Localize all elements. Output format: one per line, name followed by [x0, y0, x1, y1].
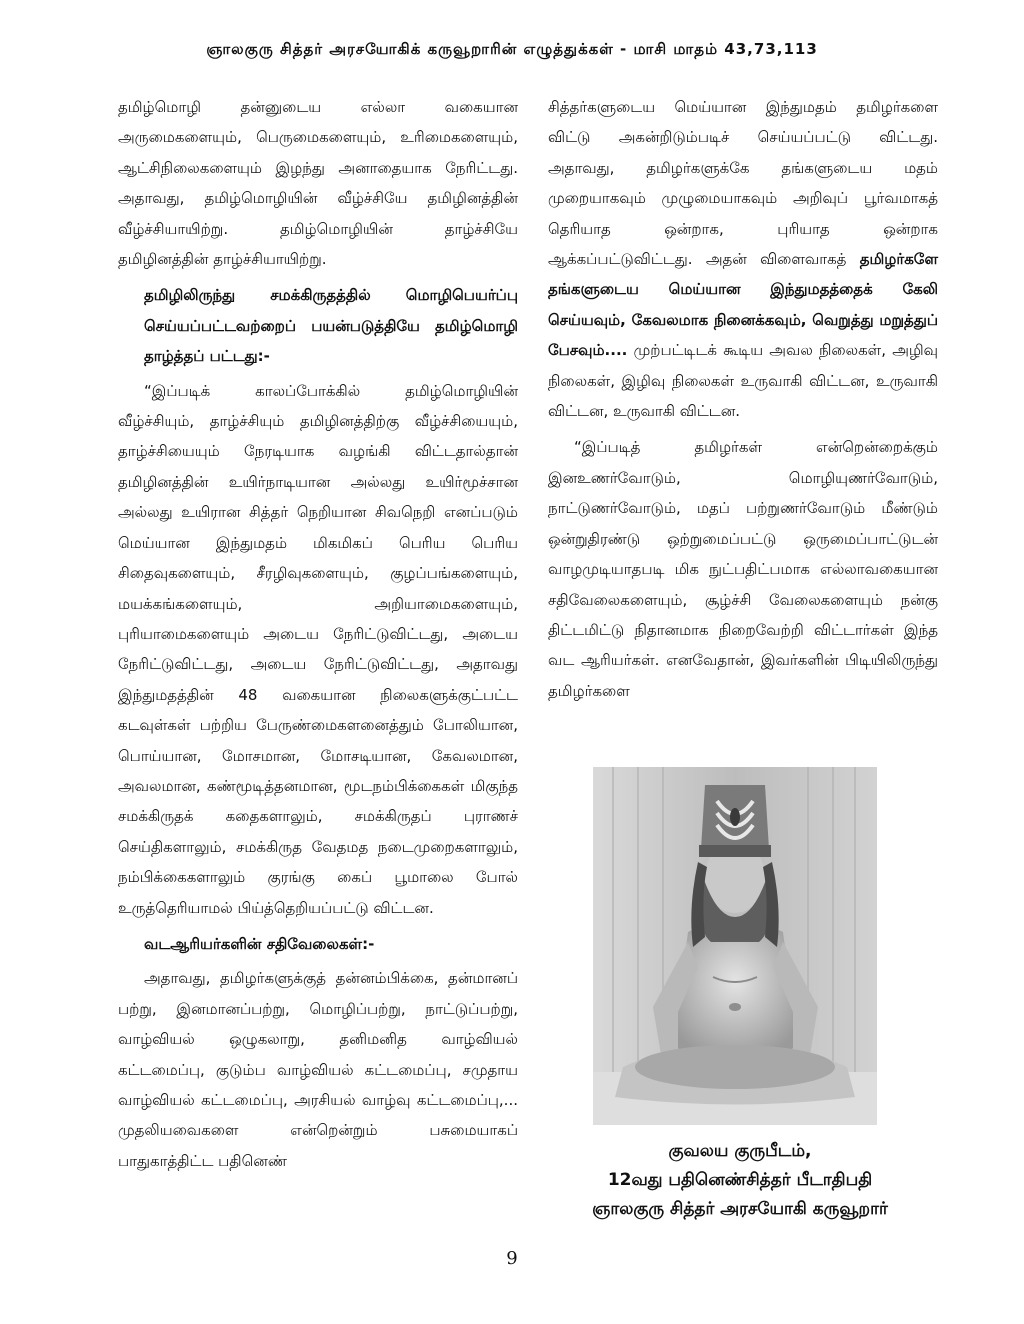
caption-line-2: 12வது பதினெண்சித்தர் பீடாதிபதி — [607, 1170, 873, 1190]
left-paragraph-3: அதாவது, தமிழர்களுக்குத் தன்னம்பிக்கை, தன்மானப் பற்று, இனமானப்பற்று, மொழிப்பற்று, நாட்டுப்பற்று, வாழ்வியல் ஒழுகலாறு, தனிமனித வாழ்வியல் கட்டமைப்பு, குடும்ப வாழ்வியல் கட்டமைப்பு, சமுதாய வாழ்வியல் கட்டமைப்பு, அரசியல் வாழ்வு கட்டமைப்பு,... முதலியவைகளை என்றென்றும் பசுமையாகப் பாதுகாத்திட்ட பதினெண் — [118, 969, 518, 1170]
caption-line-3: ஞாலகுரு சித்தர் அரசயோகி கருவூறார் — [592, 1199, 888, 1219]
guru-photo — [593, 767, 877, 1125]
right-paragraph-1-end: முற்பட்டிடக் கூடிய அவல நிலைகள், அழிவு நிலைகள், இழிவு நிலைகள் உருவாகி விட்டன, உருவாகி விட்டன, உருவாகி விட்டன. — [548, 341, 938, 421]
right-column — [548, 92, 938, 712]
left-paragraph-2: “இப்படிக் காலப்போக்கில் தமிழ்மொழியின் வீழ்ச்சியும், தாழ்ச்சியும் தமிழினத்திற்கு வீழ்ச்சியையும், தாழ்ச்சியையும் நேரடியாக வழங்கி விட்டதால்தான் தமிழினத்தின் உயிர்நாடியான அல்லது உயிர்மூச்சான அல்லது உயிரான சித்தர் நெறியான சிவநெறி எனப்படும் மெய்யான இந்துமதம் மிகமிகப் பெரிய பெரிய சிதைவுகளையும், சீரழிவுகளையும், குழப்பங்களையும், மயக்கங்களையும், அறியாமைகளையும், புரியாமைகளையும் அடைய நேரிட்டுவிட்டது, அடைய நேரிட்டுவிட்டது, அடைய நேரிட்டுவிட்டது, அதாவது இந்துமதத்தின் 48 வகையான நிலைகளுக்குட்பட்ட கடவுள்கள் பற்றிய பேருண்மைகளனைத்தும் போலியான, பொய்யான, மோசமான, மோசடியான, கேவலமான, அவலமான, கண்மூடித்தனமான, மூடநம்பிக்கைகள் மிகுந்த சமக்கிருதக் கதைகளாலும், சமக்கிருதப் புராணச் செய்திகளாலும், சமக்கிருத வேதமத நடைமுறைகளாலும், நம்பிக்கைகளாலும் குரங்கு கைப் பூமாலை போல் உருத்தெரியாமல் பிய்த்தெறியப்பட்டு விட்டன. — [118, 381, 518, 917]
right-paragraph-1-bold: தமிழர்களே தங்களுடைய மெய்யான இந்துமதத்தைக் கேலி செய்யவும், கேவலமாக நினைக்கவும், வெறுத்து மறுத்துப் பேசவும்.... — [548, 250, 938, 360]
guru-photo-illustration — [593, 767, 877, 1125]
page-header: ஞாலகுரு சித்தர் அரசயோகிக் கருவூறாரின் எழுத்துக்கள் - மாசி மாதம் 43,73,113 — [206, 40, 818, 58]
photo-caption — [540, 1137, 940, 1224]
right-paragraph-2: “இப்படித் தமிழர்கள் என்றென்றைக்கும் இனஉணர்வோடும், மொழியுணர்வோடும், நாட்டுணர்வோடும், மதப் பற்றுணர்வோடும் மீண்டும் ஒன்றுதிரண்டு ஒற்றுமைப்பட்டு ஒருமைப்பாட்டுடன் வாழமுடியாதபடி மிக நுட்பதிட்பமாக எல்லாவகையான சதிவேலைகளையும், சூழ்ச்சி வேலைகளையும் நன்கு திட்டமிட்டு நிதானமாக நிறைவேற்றி விட்டார்கள் இந்த வட ஆரியர்கள். எனவேதான், இவர்களின் பிடியிலிருந்து தமிழர்களை — [548, 438, 938, 700]
left-column — [118, 92, 518, 1182]
left-paragraph-1: தமிழ்மொழி தன்னுடைய எல்லா வகையான அருமைகளையும், பெருமைகளையும், உரிமைகளையும், ஆட்சிநிலைகளையும் இழந்து அனாதையாக நேரிட்டது. அதாவது, தமிழ்மொழியின் வீழ்ச்சியே தமிழினத்தின் வீழ்ச்சியாயிற்று. தமிழ்மொழியின் தாழ்ச்சியே தமிழினத்தின் தாழ்ச்சியாயிற்று. — [118, 98, 518, 269]
right-paragraph-1-start: சித்தர்களுடைய மெய்யான இந்துமதம் தமிழர்களை விட்டு அகன்றிடும்படிச் செய்யப்பட்டு விட்டது. அதாவது, தமிழர்களுக்கே தங்களுடைய மதம் முறையாகவும் முழுமையாகவும் அறிவுப் பூர்வமாகத் தெரியாத ஒன்றாக, புரியாத ஒன்றாக ஆக்கப்பட்டுவிட்டது. அதன் விளைவாகத் — [548, 98, 938, 269]
section-heading-translation: தமிழிலிருந்து சமக்கிருதத்தில் மொழிபெயர்ப்பு செய்யப்பட்டவற்றைப் பயன்படுத்தியே தமிழ்மொழி தாழ்த்தப் பட்டது:- — [144, 286, 518, 366]
section-heading-conspiracy: வடஆரியர்களின் சதிவேலைகள்:- — [144, 934, 375, 953]
right-paragraph-1 — [548, 92, 938, 426]
caption-line-1: குவலய குருபீடம், — [668, 1141, 812, 1161]
page-number: 9 — [506, 1248, 518, 1269]
